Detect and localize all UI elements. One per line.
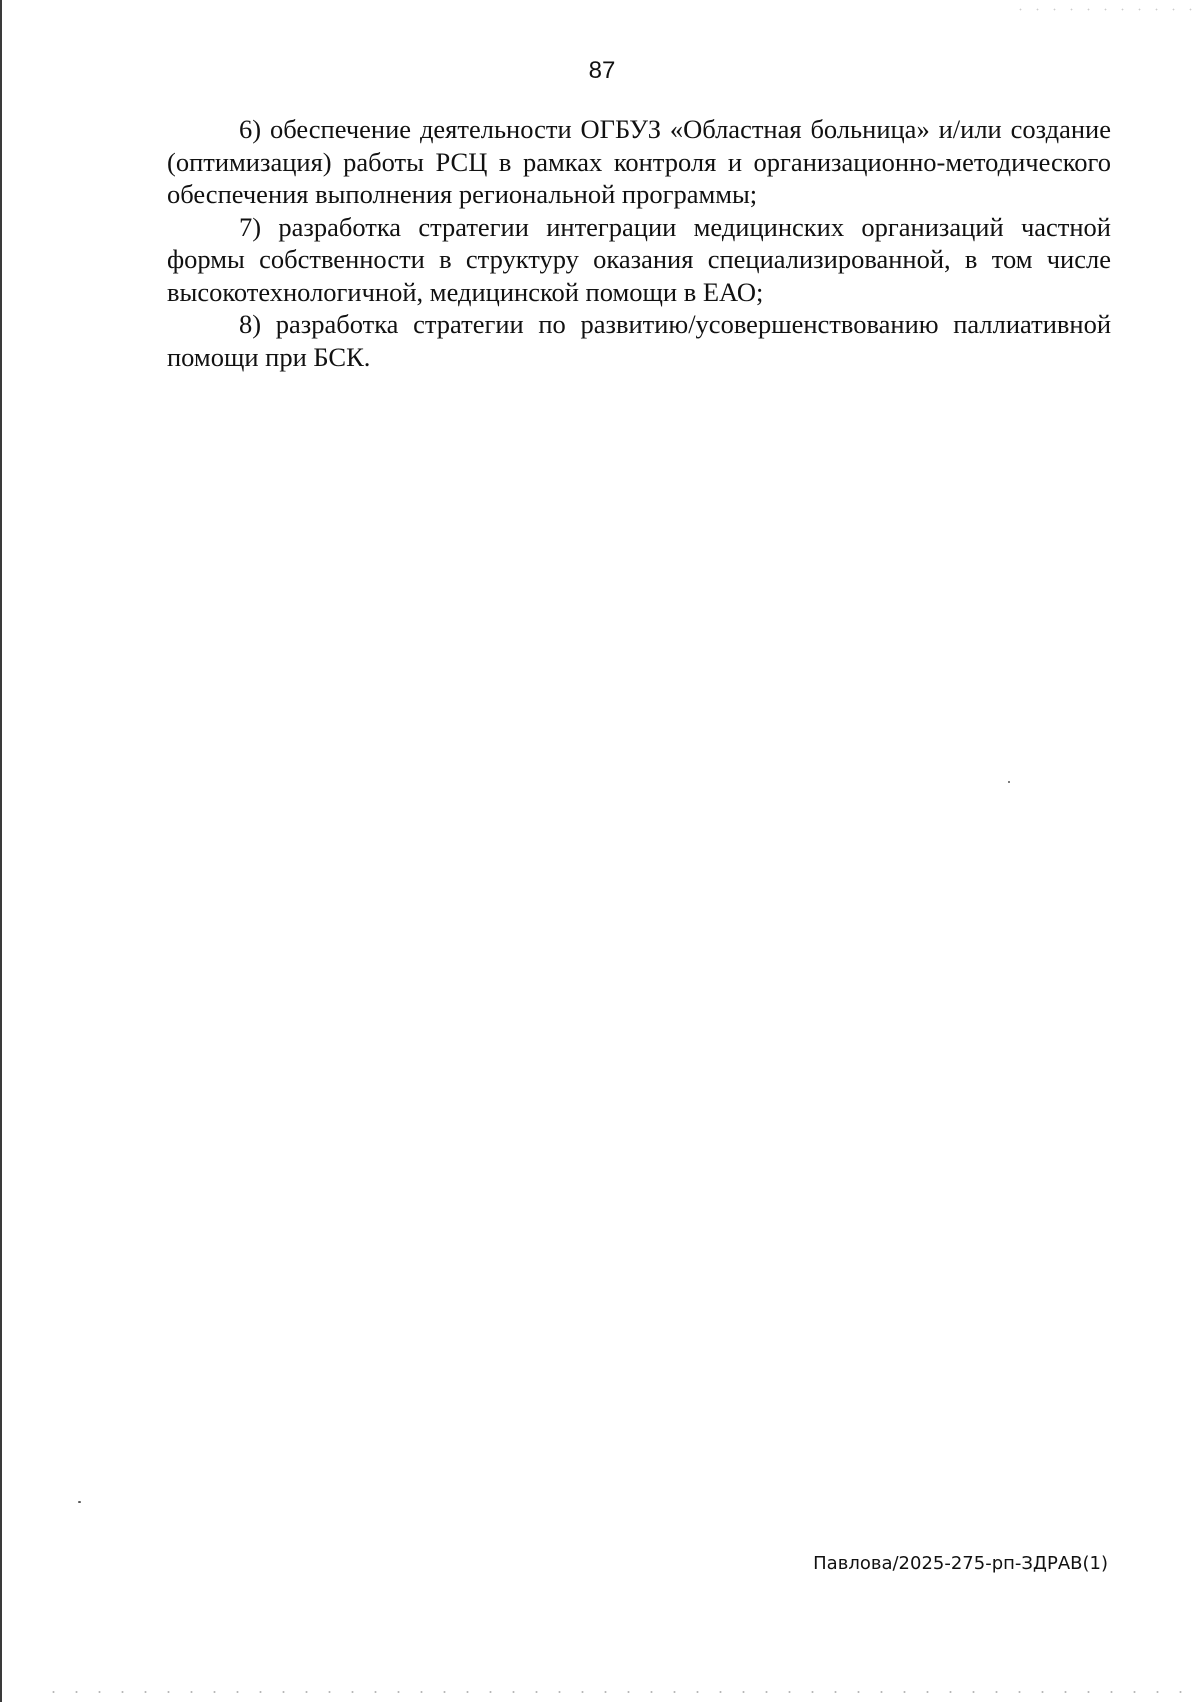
scan-speck [78, 1501, 81, 1503]
document-body [167, 113, 1111, 373]
page-number: 87 [588, 57, 616, 84]
scan-artifact-bottom [42, 1690, 1192, 1694]
paragraph-item-7: 7) разработка стратегии интеграции медицинских организаций частной формы собственности в структуру оказания специализированной, в том числе высокотехнологичной, медицинской помощи в ЕАО; [167, 211, 1111, 307]
paragraph-item-6: 6) обеспечение деятельности ОГБУЗ «Областная больница» и/или создание (оптимизация) работы РСЦ в рамках контроля и организационно-методического обеспечения выполнения региональной программы; [167, 114, 1111, 209]
paragraph-item-8: 8) разработка стратегии по развитию/усовершенствованию паллиативной помощи при БСК. [167, 309, 1111, 372]
scan-speck [1008, 781, 1010, 783]
scan-artifact-top [1012, 8, 1192, 11]
document-registration-code: Павлова/2025-275-рп-ЗДРАВ(1) [813, 1553, 1108, 1574]
